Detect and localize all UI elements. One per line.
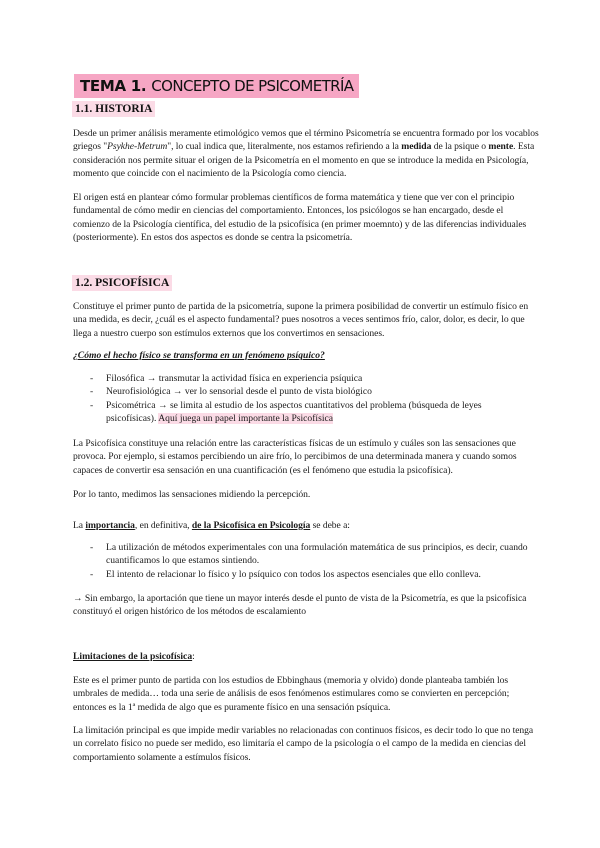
title-number: TEMA 1. — [80, 77, 147, 95]
paragraph-historia-1: Desde un primer análisis meramente etimológico vemos que el término Psicometría se encuentra formado por los vocablos griegos "Psykhe-Metrum", lo cual indica que, literalmente, nos estamos refiriendo a la medida de la psique o mente. Esta consideración nos permite situar el origen de la Psicometría en el momento en que se introduce la medida en Psicología, momento que coincide con el nacimiento de la Psicología como ciencia. — [73, 128, 539, 180]
paragraph-escalamiento: → Sin embargo, la aportación que tiene un mayor interés desde el punto de vista de la Psicometría, es que la psicofísica constituyó el origen histórico de los métodos de escalamiento — [73, 593, 527, 618]
list-item: - Psicométrica → se limita al estudio de los aspectos cuantitativos del problema (búsqueda de leyes psicofísicas). Aquí juega un papel importante la Psicofísica — [90, 399, 510, 426]
approaches-list — [90, 372, 510, 426]
list-item: - Neurofisiológica → ver lo sensorial desde el punto de vista biológico — [90, 385, 510, 398]
list-item: - Filosófica → transmutar la actividad física en experiencia psíquica — [90, 372, 510, 385]
highlight-note: Aquí juega un papel importante la Psicofísica — [158, 413, 334, 425]
paragraph-psicofisica-3: Por lo tanto, medimos las sensaciones midiendo la percepción. — [73, 489, 311, 500]
section-heading-historia: 1.1. HISTORIA — [72, 101, 155, 117]
paragraph-psicofisica-2: La Psicofísica constituye una relación entre las características físicas de un estímulo y cuáles son las sensaciones que provoca. Por ejemplo, si estamos percibiendo un aire frío, lo percibimos de una determinada manera y cuando somos capaces de convertir esa sensación en una cuantificación (es el fenómeno que estudia la psicofísica). — [73, 438, 517, 476]
importance-list — [90, 541, 535, 581]
paragraph-psicofisica-1: Constituye el primer punto de partida de la psicometría, supone la primera posibilidad de convertir un estímulo físico en una medida, es decir, ¿cuál es el aspecto fundamental? pues nosotros a veces sentimos frío, calor, dolor, es decir, lo que llega a nuestro cuerpo son estímulos externos que los convertimos en sensaciones. — [73, 301, 529, 339]
paragraph-ebbinghaus: Este es el primer punto de partida con los estudios de Ebbinghaus (memoria y olvido) donde planteaba también los umbrales de medida… toda una serie de análisis de esos fenómenos estimulares como se convierten en percepción; entonces es la 1ª medida de algo que es puramente físico en una sensación psíquica. — [73, 675, 510, 713]
limitations-heading: Limitaciones de la psicofísica: — [73, 651, 195, 662]
list-item: - La utilización de métodos experimentales con una formulación matemática de sus principios, es decir, cuando cuantificamos lo que estamos sintiendo. — [90, 541, 535, 568]
question-heading: ¿Cómo el hecho físico se transforma en un fenómeno psíquico? — [73, 350, 325, 361]
list-item: - El intento de relacionar lo físico y lo psíquico con todos los aspectos esenciales que ello conlleva. — [90, 568, 535, 581]
paragraph-limitacion-principal: La limitación principal es que impide medir variables no relacionadas con continuos físicos, es decir todo lo que no tenga un correlato físico no puede ser medido, eso limitaría el campo de la psicología o el campo de la medida en ciencias del comportamiento solamente a estímulos físicos. — [73, 725, 534, 763]
section-heading-psicofisica: 1.2. PSICOFÍSICA — [72, 275, 172, 291]
paragraph-importancia: La importancia, en definitiva, de la Psicofísica en Psicología se debe a: — [73, 520, 350, 531]
title-text: CONCEPTO DE PSICOMETRÍA — [151, 77, 354, 95]
paragraph-historia-2: El origen está en plantear cómo formular problemas científicos de forma matemática y tiene que ver con el principio fundamental de cómo medir en ciencias del comportamiento. Entonces, los psicólogos se han encargado, desde el comienzo de la Psicología científica, del estudio de la psicofísica (en primer moemnto) y de las diferencias individuales (posteriormente). En estos dos aspectos es donde se centra la psicometría. — [73, 192, 527, 244]
page-title — [74, 74, 359, 98]
